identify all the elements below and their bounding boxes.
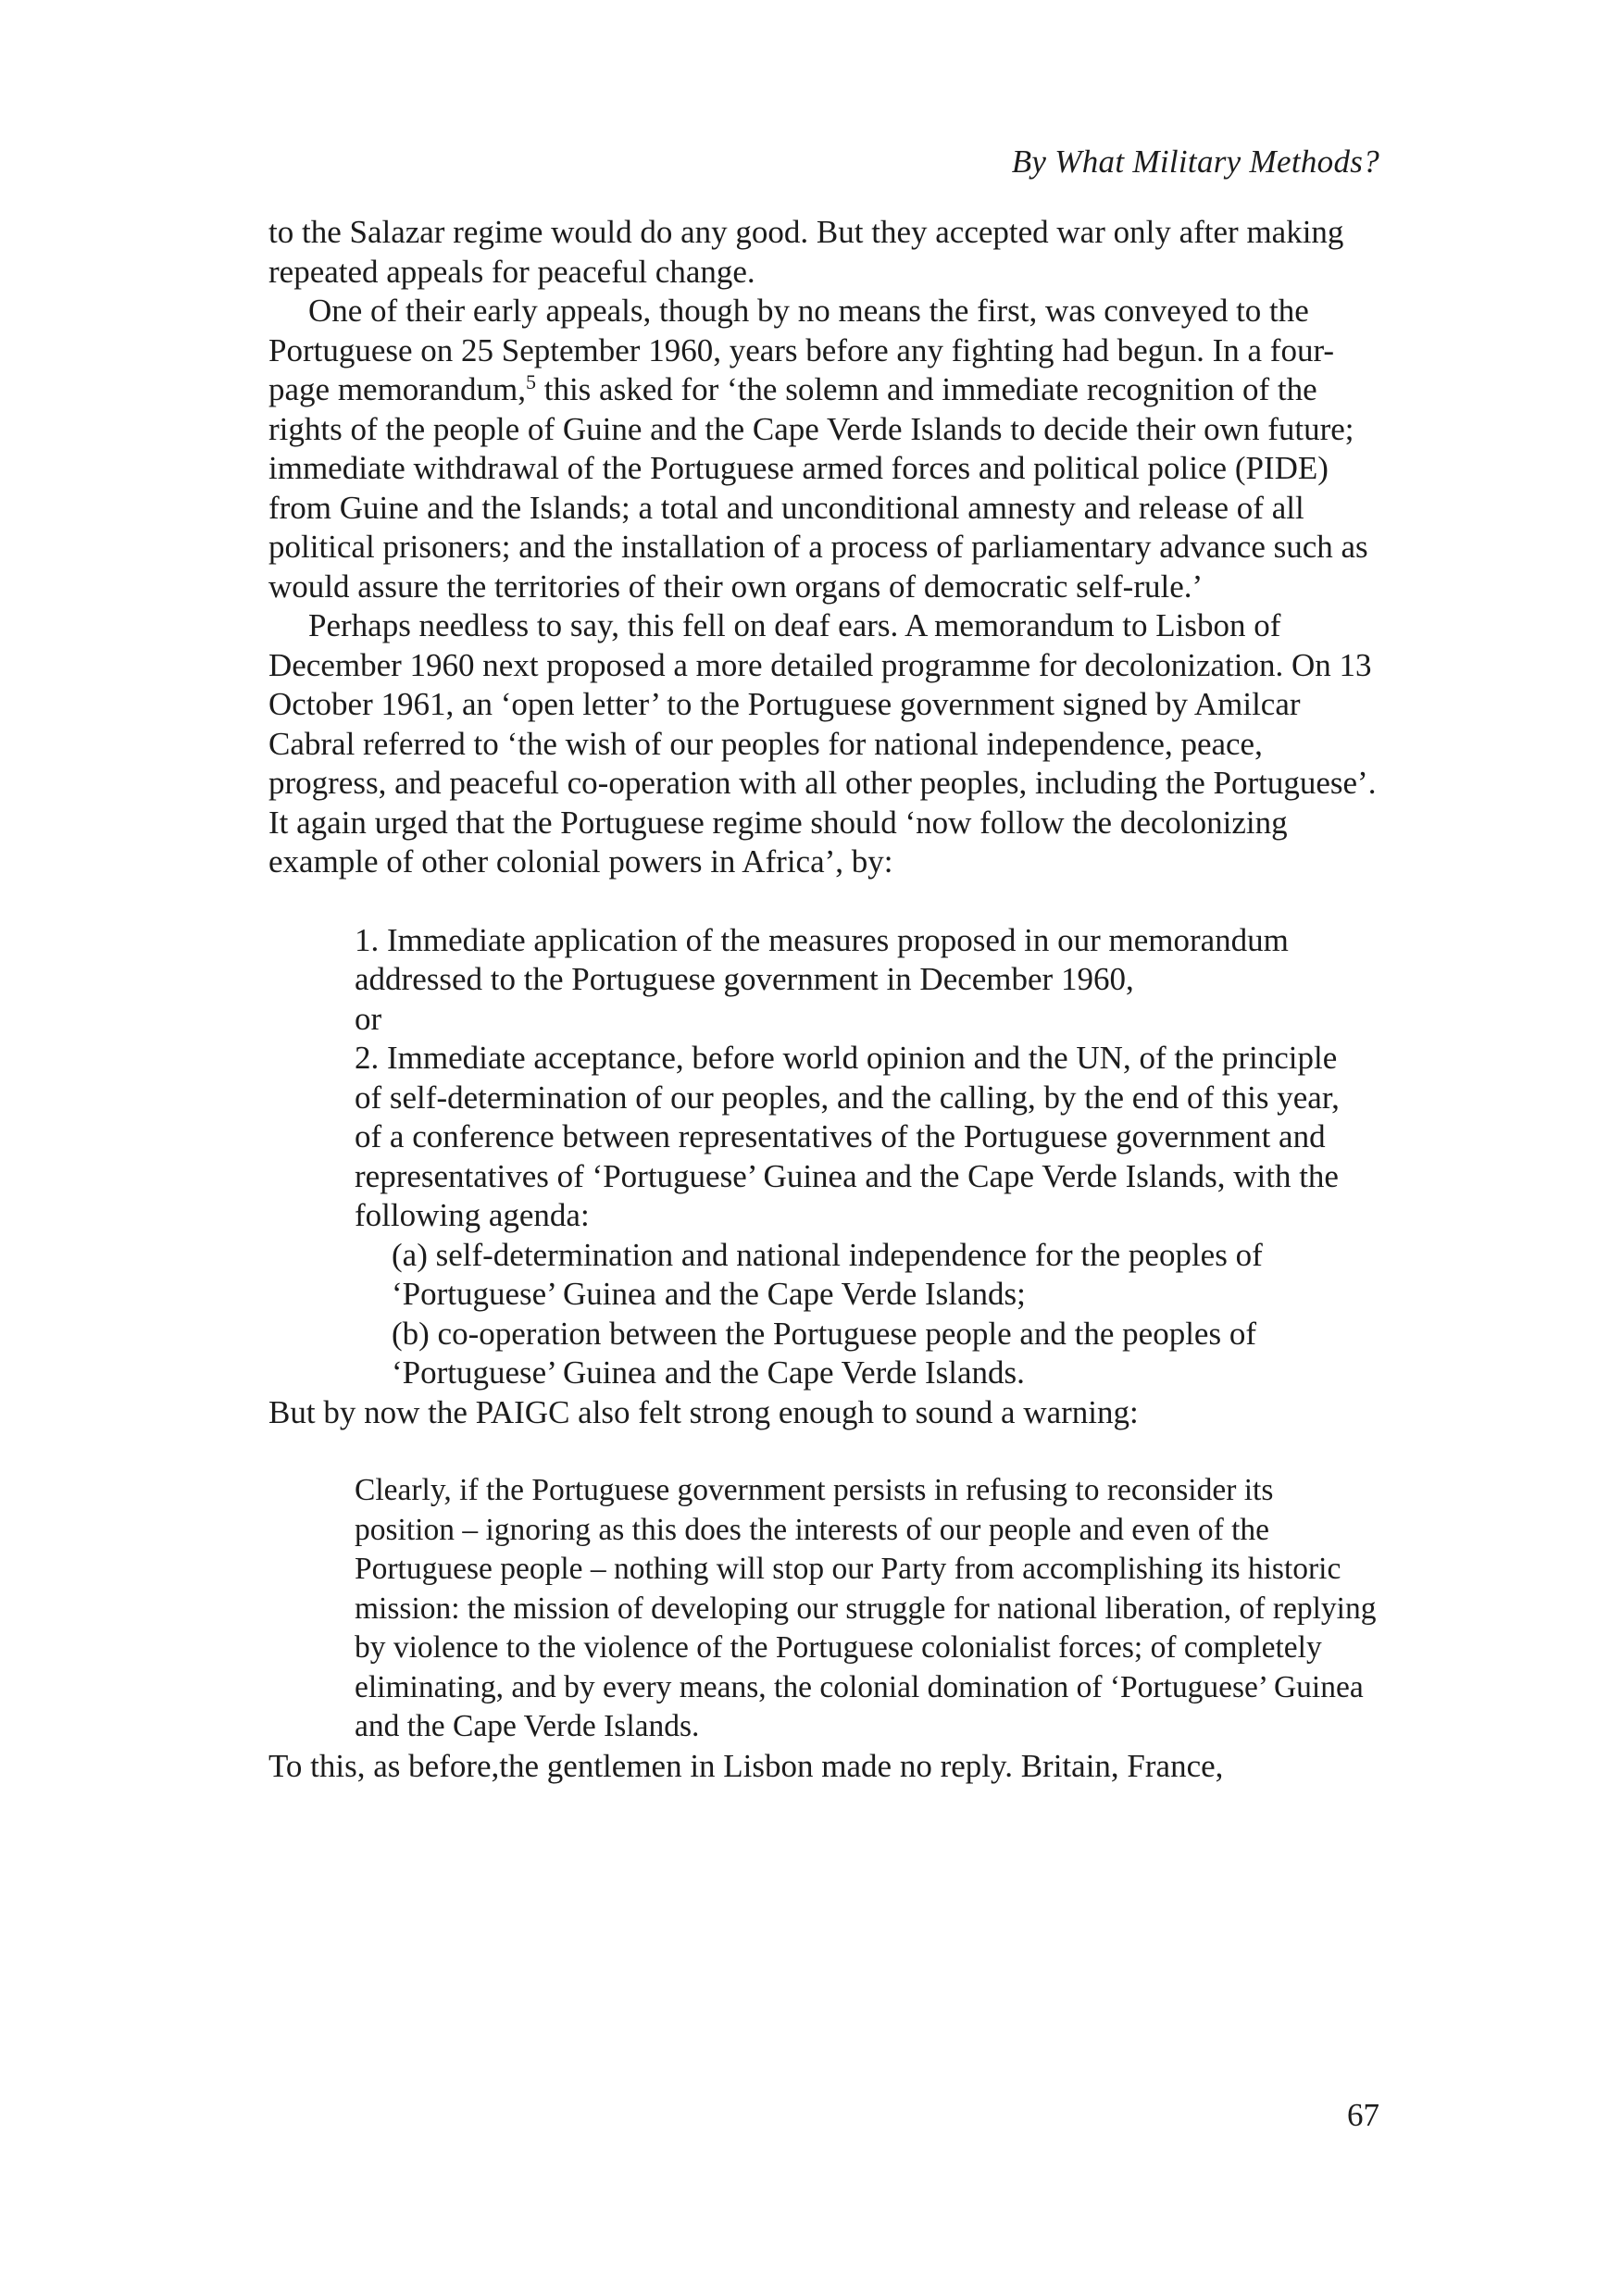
warning-quote-text: Clearly, if the Portuguese government persists in refusing to reconsider its position – ignoring as this does the interests of our people and even of the Portuguese people – nothing will stop our Party from accomplishing its historic mission: the mission of developing our struggle for national liberation, of replying by violence to the violence of the Portuguese colonialist forces; of completely eliminating, and by every means, the colonial domination of ‘Portuguese’ Guinea and the Cape Verde Islands. xyxy=(355,1473,1377,1743)
page-number: 67 xyxy=(1347,2097,1379,2133)
paragraph-2 xyxy=(268,292,1379,606)
quote-item-2: 2. Immediate acceptance, before world opinion and the UN, of the principle of self-determination of our peoples, and the calling, by the end of this year, of a conference between representatives of the Portuguese government and representatives of ‘Portuguese’ Guinea and the Cape Verde Islands, with the following agenda: xyxy=(355,1040,1340,1233)
warning-block-quote xyxy=(268,1471,1379,1747)
paragraph-2-text-b: this asked for ‘the solemn and immediate recognition of the rights of the people of Guine and the Cape Verde Islands to decide their own future; immediate withdrawal of the Portuguese armed forces and political police (PIDE) from Guine and the Islands; a total and unconditional amnesty and release of all political prisoners; and the installation of a process of parliamentary advance such as would assure the territories of their own organs of democratic self-rule.’ xyxy=(268,371,1368,605)
paragraph-5: To this, as before,the gentlemen in Lisbon made no reply. Britain, France, xyxy=(268,1747,1224,1784)
quote-item-2b: (b) co-operation between the Portuguese people and the peoples of ‘Portuguese’ Guinea and the Cape Verde Islands. xyxy=(392,1315,1256,1391)
paragraph-4: But by now the PAIGC also felt strong enough to sound a warning: xyxy=(268,1393,1139,1430)
footnote-marker: 5 xyxy=(525,370,536,393)
paragraph-2-text-a: One of their early appeals, though by no means the first, was conveyed to the Portuguese on 25 September 1960, years before any fighting had begun. In a four-page memorandum, xyxy=(268,293,1335,407)
paragraph-3: Perhaps needless to say, this fell on deaf ears. A memorandum to Lisbon of December 1960 next proposed a more detailed programme for decolonization. On 13 October 1961, an ‘open letter’ to the Portuguese government signed by Amilcar Cabral referred to ‘the wish of our peoples for national independence, peace, progress, and peaceful co-operation with all other peoples, including the Portuguese’. It again urged that the Portuguese regime should ‘now follow the decolonizing example of other colonial powers in Africa’, by: xyxy=(268,607,1377,880)
quote-item-2a: (a) self-determination and national independence for the peoples of ‘Portuguese’ Guinea and the Cape Verde Islands; xyxy=(392,1236,1263,1312)
quote-item-1: 1. Immediate application of the measures proposed in our memorandum addressed to the Portuguese government in December 1960, xyxy=(355,921,1289,997)
quote-or: or xyxy=(355,1000,382,1037)
paragraph-1: to the Salazar regime would do any good. But they accepted war only after making repeated appeals for peaceful change. xyxy=(268,214,1344,290)
running-title: By What Military Methods? xyxy=(1011,144,1379,180)
open-letter-quote xyxy=(268,921,1379,1393)
page-body xyxy=(268,213,1379,1786)
